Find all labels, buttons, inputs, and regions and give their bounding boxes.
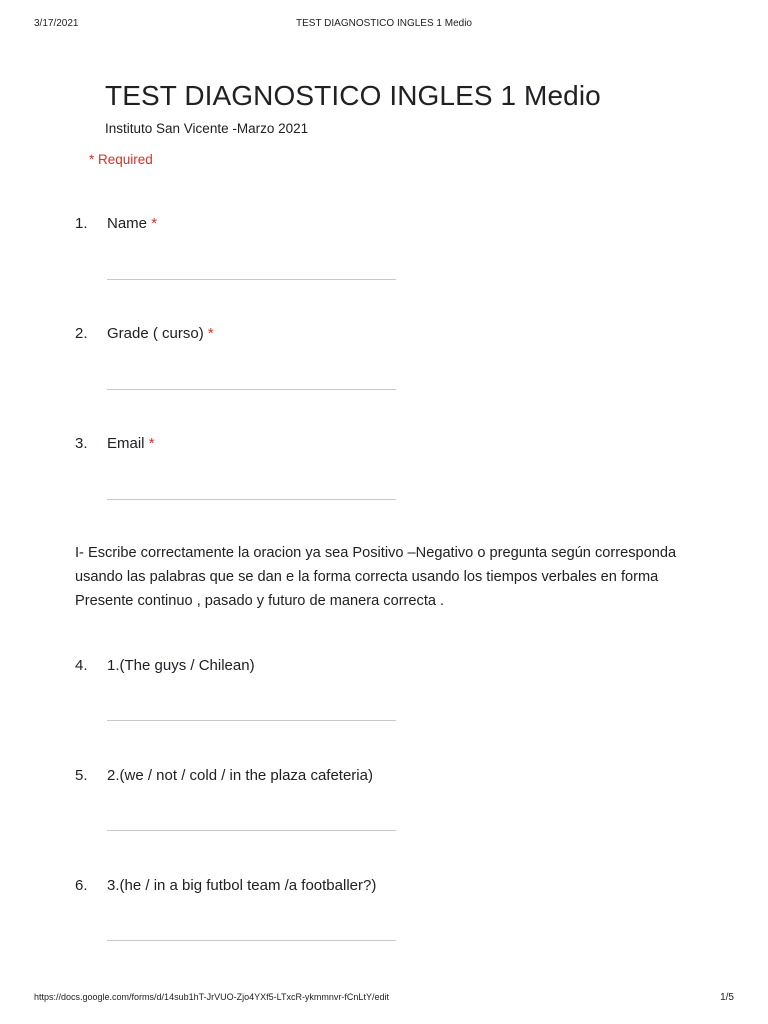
question-label: 2.(we / not / cold / in the plaza cafeteria) [107, 767, 373, 784]
email-answer-field[interactable] [107, 499, 396, 500]
question-number: 6. [75, 877, 88, 894]
question-label-text: Grade ( curso) [107, 325, 204, 342]
print-footer [0, 992, 768, 1006]
required-asterisk: * [148, 435, 155, 452]
question-label-text: Email [107, 435, 145, 452]
print-url: https://docs.google.com/forms/d/14sub1hT-JrVUO-Zjo4YXf5-LTxcR-ykmmnvr-fCnLtY/edit [34, 992, 389, 1002]
question-number: 1. [75, 215, 88, 232]
question-label: 1.(The guys / Chilean) [107, 657, 255, 674]
question-number: 5. [75, 767, 88, 784]
question-number: 4. [75, 657, 88, 674]
page-number: 1/5 [720, 992, 734, 1003]
name-answer-field[interactable] [107, 279, 396, 280]
print-page-title: TEST DIAGNOSTICO INGLES 1 Medio [296, 18, 472, 29]
sentence-2-answer-field[interactable] [107, 830, 396, 831]
form-subtitle: Instituto San Vicente -Marzo 2021 [105, 121, 309, 136]
required-asterisk: * [207, 325, 214, 342]
grade-answer-field[interactable] [107, 389, 396, 390]
required-note: * Required [89, 152, 153, 167]
section-instructions: I- Escribe correctamente la oracion ya sea Positivo –Negativo o pregunta según corresponda usando las palabras que se dan e la forma correcta usando los tiempos verbales en forma Presente continuo , pasado y futuro de manera correcta . [75, 545, 677, 609]
required-asterisk: * [151, 215, 158, 232]
question-number: 3. [75, 435, 88, 452]
question-number: 2. [75, 325, 88, 342]
question-label [107, 215, 157, 232]
print-date: 3/17/2021 [34, 18, 79, 29]
question-label [107, 435, 155, 452]
sentence-3-answer-field[interactable] [107, 940, 396, 941]
question-label [107, 325, 214, 342]
print-header [0, 18, 768, 32]
question-label-text: Name [107, 215, 148, 232]
question-label: 3.(he / in a big futbol team /a footballer?) [107, 877, 377, 894]
sentence-1-answer-field[interactable] [107, 720, 396, 721]
form-title: TEST DIAGNOSTICO INGLES 1 Medio [105, 80, 601, 111]
